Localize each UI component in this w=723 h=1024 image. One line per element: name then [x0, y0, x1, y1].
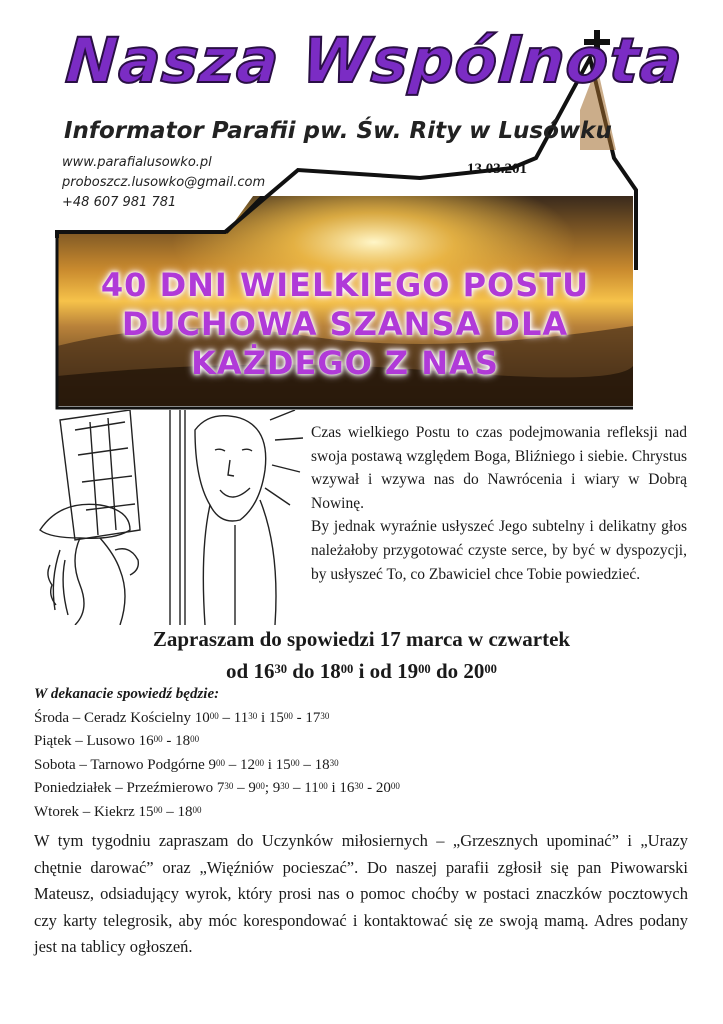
- schedule-row: Sobota – Tarnowo Podgórne $9^{00} - 12^{00}$ i $15^{00} - 18^{30}$: [34, 756, 339, 773]
- newsletter-header: [0, 0, 723, 410]
- confession-date-line: Zapraszam do spowiedzi 17 marca w czwartek: [152, 627, 571, 651]
- schedule-row: Środa – Ceradz Kościelny $10^{00} - 11^{30}$ i $15^{00} - 17^{30}$: [34, 710, 330, 726]
- jesus-at-door-illustration: [20, 410, 305, 625]
- deanery-heading: W dekanacie spowiedź będzie:: [34, 686, 220, 702]
- confession-hours-line: od $16^{30}$ do $18^{00}$ i od $19^{00}$ do $20^{00}$: [226, 659, 497, 683]
- intro-paragraph-2: By jednak wyraźnie usłyszeć Jego subtelny i delikatny głos należałoby przygotować czyste serce, by być w dyspozycji, by usłyszeć To, co Zbawiciel chce Tobie powiedzieć.: [311, 518, 687, 583]
- issue-date: 13.03.201: [467, 161, 527, 177]
- intro-text: [303, 421, 687, 586]
- headline-line-2: DUCHOWA SZANSA DLA: [121, 305, 569, 343]
- newsletter-subtitle: Informator Parafii pw. Św. Rity w Lusówku: [64, 118, 612, 144]
- email-link[interactable]: proboszcz.lusowko@gmail.com: [62, 175, 266, 190]
- schedule-row: Wtorek – Kiekrz $15^{00} - 18^{00}$: [34, 803, 202, 820]
- headline-line-1: 40 DNI WIELKIEGO POSTU: [100, 266, 590, 304]
- confession-announcement: [0, 623, 723, 687]
- closing-paragraph: W tym tygodniu zapraszam do Uczynków miłosiernych – „Grzesznych upominać” i „Urazy chętnie darować” oraz „Więźniów pocieszać”. Do naszej parafii zgłosił się pan Piwowarski Mateusz, odsiadujący wyrok, który prosi nas o pomoc choćby w postaci znaczków pocztowych czy karty telegrosik, aby móc korespondować i kontaktować się ze swoją mamą. Adres podany jest na tablicy ogłoszeń.: [34, 831, 688, 956]
- lent-headline: [57, 266, 633, 383]
- headline-line-3: KAŻDEGO Z NAS: [191, 344, 499, 382]
- schedule-row: Piątek – Lusowo $16^{00} - 18^{00}$: [34, 733, 200, 750]
- intro-paragraph-1: Czas wielkiego Postu to czas podejmowania refleksji nad swoja postawą względem Boga, Bliźniego i siebie. Chrystus wzywał i wzywa nas do Nawrócenia i wiary w Dobrą Nowinę.: [311, 424, 687, 512]
- phone-number: +48 607 981 781: [62, 195, 177, 210]
- schedule-row: Poniedziałek – Przeźmierowo $7^{30} - 9^{00}$; $9^{30} - 11^{00}$ i $16^{30} - 20^{00}$: [34, 780, 400, 797]
- newsletter-title: Nasza Wspólnota: [63, 24, 686, 97]
- website-link[interactable]: www.parafialusowko.pl: [62, 155, 212, 170]
- deanery-schedule: [34, 707, 400, 824]
- closing-text: [34, 828, 688, 961]
